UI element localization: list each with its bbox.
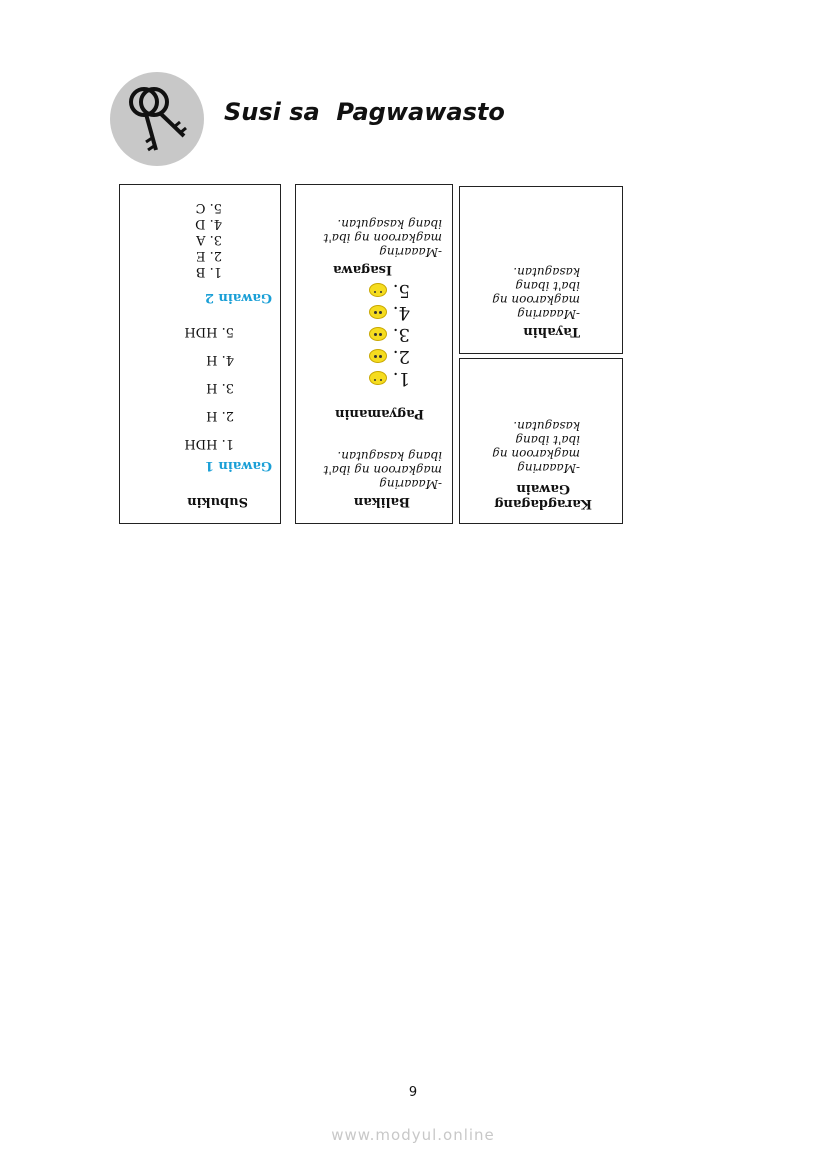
balikan-text: -Maaaring magkaroon ng iba't ibang kasagutan.	[323, 449, 442, 491]
page-number: 9	[408, 1085, 418, 1100]
gawain2-item: 1. B	[195, 264, 222, 279]
sad-face-icon	[369, 349, 387, 363]
tayahin-text: -Maaaring magkaroon ng iba't ibang kasagutan.	[492, 265, 580, 321]
sad-face-icon	[369, 305, 387, 319]
gawain2-item: 5. C	[195, 200, 222, 215]
tayahin-box	[459, 186, 623, 354]
keys-icon	[110, 72, 204, 166]
isagawa-heading: Isagawa	[333, 262, 392, 277]
smiley-face-icon	[369, 283, 387, 297]
gawain1-item: 5. HDH	[184, 324, 234, 339]
list-item: 4.	[392, 302, 410, 323]
isagawa-text: -Maaaring magkaroon ng iba't ibang kasagutan.	[323, 217, 442, 259]
subukin-box	[119, 184, 281, 524]
keys-logo	[110, 72, 204, 166]
subukin-heading: Subukin	[187, 494, 248, 509]
list-item: 3.	[392, 324, 410, 345]
list-item: 5.	[392, 280, 410, 301]
pagyamanin-heading: Pagyamanin	[335, 406, 424, 421]
list-item: 2.	[392, 346, 410, 367]
balikan-box	[295, 184, 453, 524]
sad-face-icon	[369, 327, 387, 341]
gawain1-item: 2. H	[206, 408, 234, 423]
smiley-face-icon	[369, 371, 387, 385]
gawain2-label: Gawain 2	[204, 290, 272, 305]
karagdagang-gawain-heading: Karagdagang Gawain	[494, 481, 592, 511]
gawain1-label: Gawain 1	[204, 458, 272, 473]
balikan-heading: Balikan	[353, 494, 410, 509]
karagdagang-gawain-text: -Maaaring magkaroon ng iba't ibang kasagutan.	[492, 419, 580, 475]
gawain2-item: 4. D	[195, 216, 222, 231]
page-title: Susi sa Pagwawasto	[224, 98, 505, 126]
pagyamanin-list	[369, 279, 410, 389]
gawain1-item: 4. H	[206, 352, 234, 367]
karagdagang-gawain-box	[459, 358, 623, 524]
gawain2-item: 3. A	[196, 232, 222, 247]
gawain1-item: 1. HDH	[184, 436, 234, 451]
watermark: www.modyul.online	[331, 1126, 495, 1144]
list-item: 1.	[392, 368, 410, 389]
tayahin-heading: Tayahin	[523, 324, 580, 339]
gawain1-item: 3. H	[206, 380, 234, 395]
gawain2-item: 2. E	[195, 248, 222, 263]
